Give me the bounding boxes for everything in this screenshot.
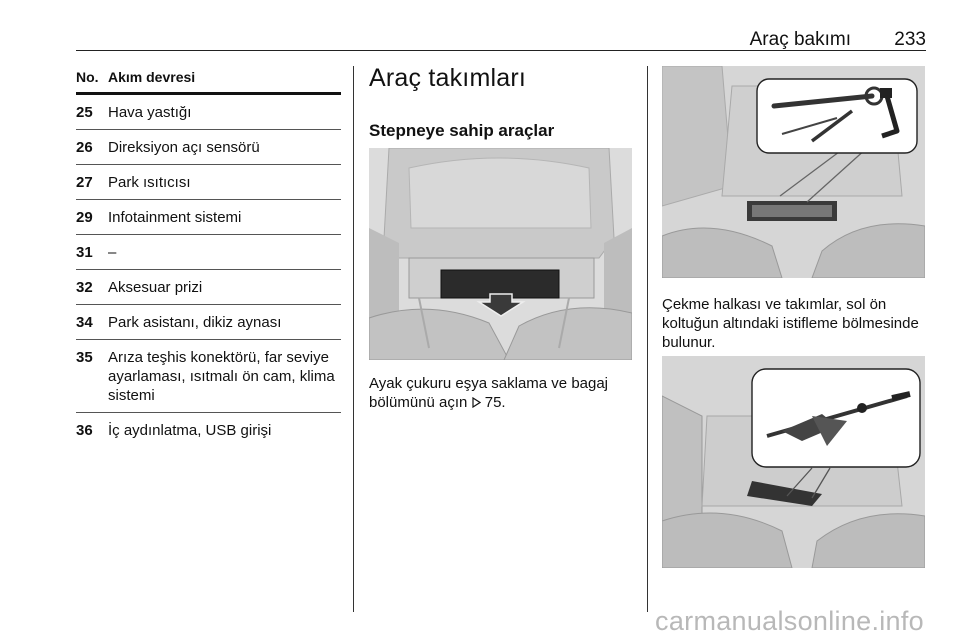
fuse-number: 36	[76, 422, 93, 439]
jack-illustration	[662, 356, 925, 568]
arrow-reference-icon	[472, 394, 481, 405]
caption-tools-location: Çekme halkası ve takımlar, sol ön koltuğun altındaki istifleme bölmesinde bulunur.	[662, 296, 919, 351]
fuse-number: 34	[76, 314, 93, 331]
page-number: 233	[894, 29, 926, 50]
fuse-number: 31	[76, 244, 93, 261]
middle-column	[369, 62, 634, 142]
header-rule	[76, 50, 926, 51]
watermark: carmanualsonline.info	[655, 606, 924, 636]
fuse-circuit: Infotainment sistemi	[108, 209, 242, 226]
column-divider	[647, 66, 648, 612]
caption-text: Ayak çukuru eşya saklama ve bagaj bölümünü açın	[369, 375, 609, 411]
table-row	[76, 200, 341, 235]
section-title: Araç takımları	[369, 64, 526, 92]
fuse-circuit: Hava yastığı	[108, 104, 192, 121]
fuse-circuit: Arıza teşhis konektörü, far seviye ayarlaması, ısıtmalı ön cam, klima sistemi	[108, 349, 335, 404]
floor-storage-illustration	[369, 148, 632, 360]
table-row	[76, 305, 341, 340]
table-row	[76, 340, 341, 413]
subsection-title: Stepneye sahip araçlar	[369, 121, 555, 140]
fuse-circuit: Park ısıtıcısı	[108, 174, 191, 191]
chapter-title: Araç bakımı	[749, 29, 851, 50]
fuse-number: 29	[76, 209, 93, 226]
table-row	[76, 130, 341, 165]
fuse-circuit: İç aydınlatma, USB girişi	[108, 422, 272, 439]
column-divider	[353, 66, 354, 612]
table-row	[76, 270, 341, 305]
fuse-number: 26	[76, 139, 93, 156]
column-header-circuit: Akım devresi	[108, 69, 196, 85]
table-row	[76, 413, 341, 447]
fuse-circuit: Direksiyon açı sensörü	[108, 139, 260, 156]
table-header	[76, 62, 341, 92]
caption-open-storage	[369, 374, 637, 412]
towing-eye-tools-illustration	[662, 66, 925, 278]
column-header-no: No.	[76, 69, 99, 85]
table-row	[76, 165, 341, 200]
fuse-circuit: Aksesuar prizi	[108, 279, 203, 296]
fuse-number: 27	[76, 174, 93, 191]
reference-page: 75.	[484, 394, 506, 411]
page-header	[76, 0, 926, 50]
table-row	[76, 95, 341, 130]
fuse-number: 32	[76, 279, 93, 296]
table-row	[76, 235, 341, 270]
fuse-circuit: Park asistanı, dikiz aynası	[108, 314, 282, 331]
fuse-number: 35	[76, 349, 93, 366]
fuse-number: 25	[76, 104, 93, 121]
fuse-table	[76, 62, 341, 447]
fuse-circuit: –	[108, 244, 117, 261]
